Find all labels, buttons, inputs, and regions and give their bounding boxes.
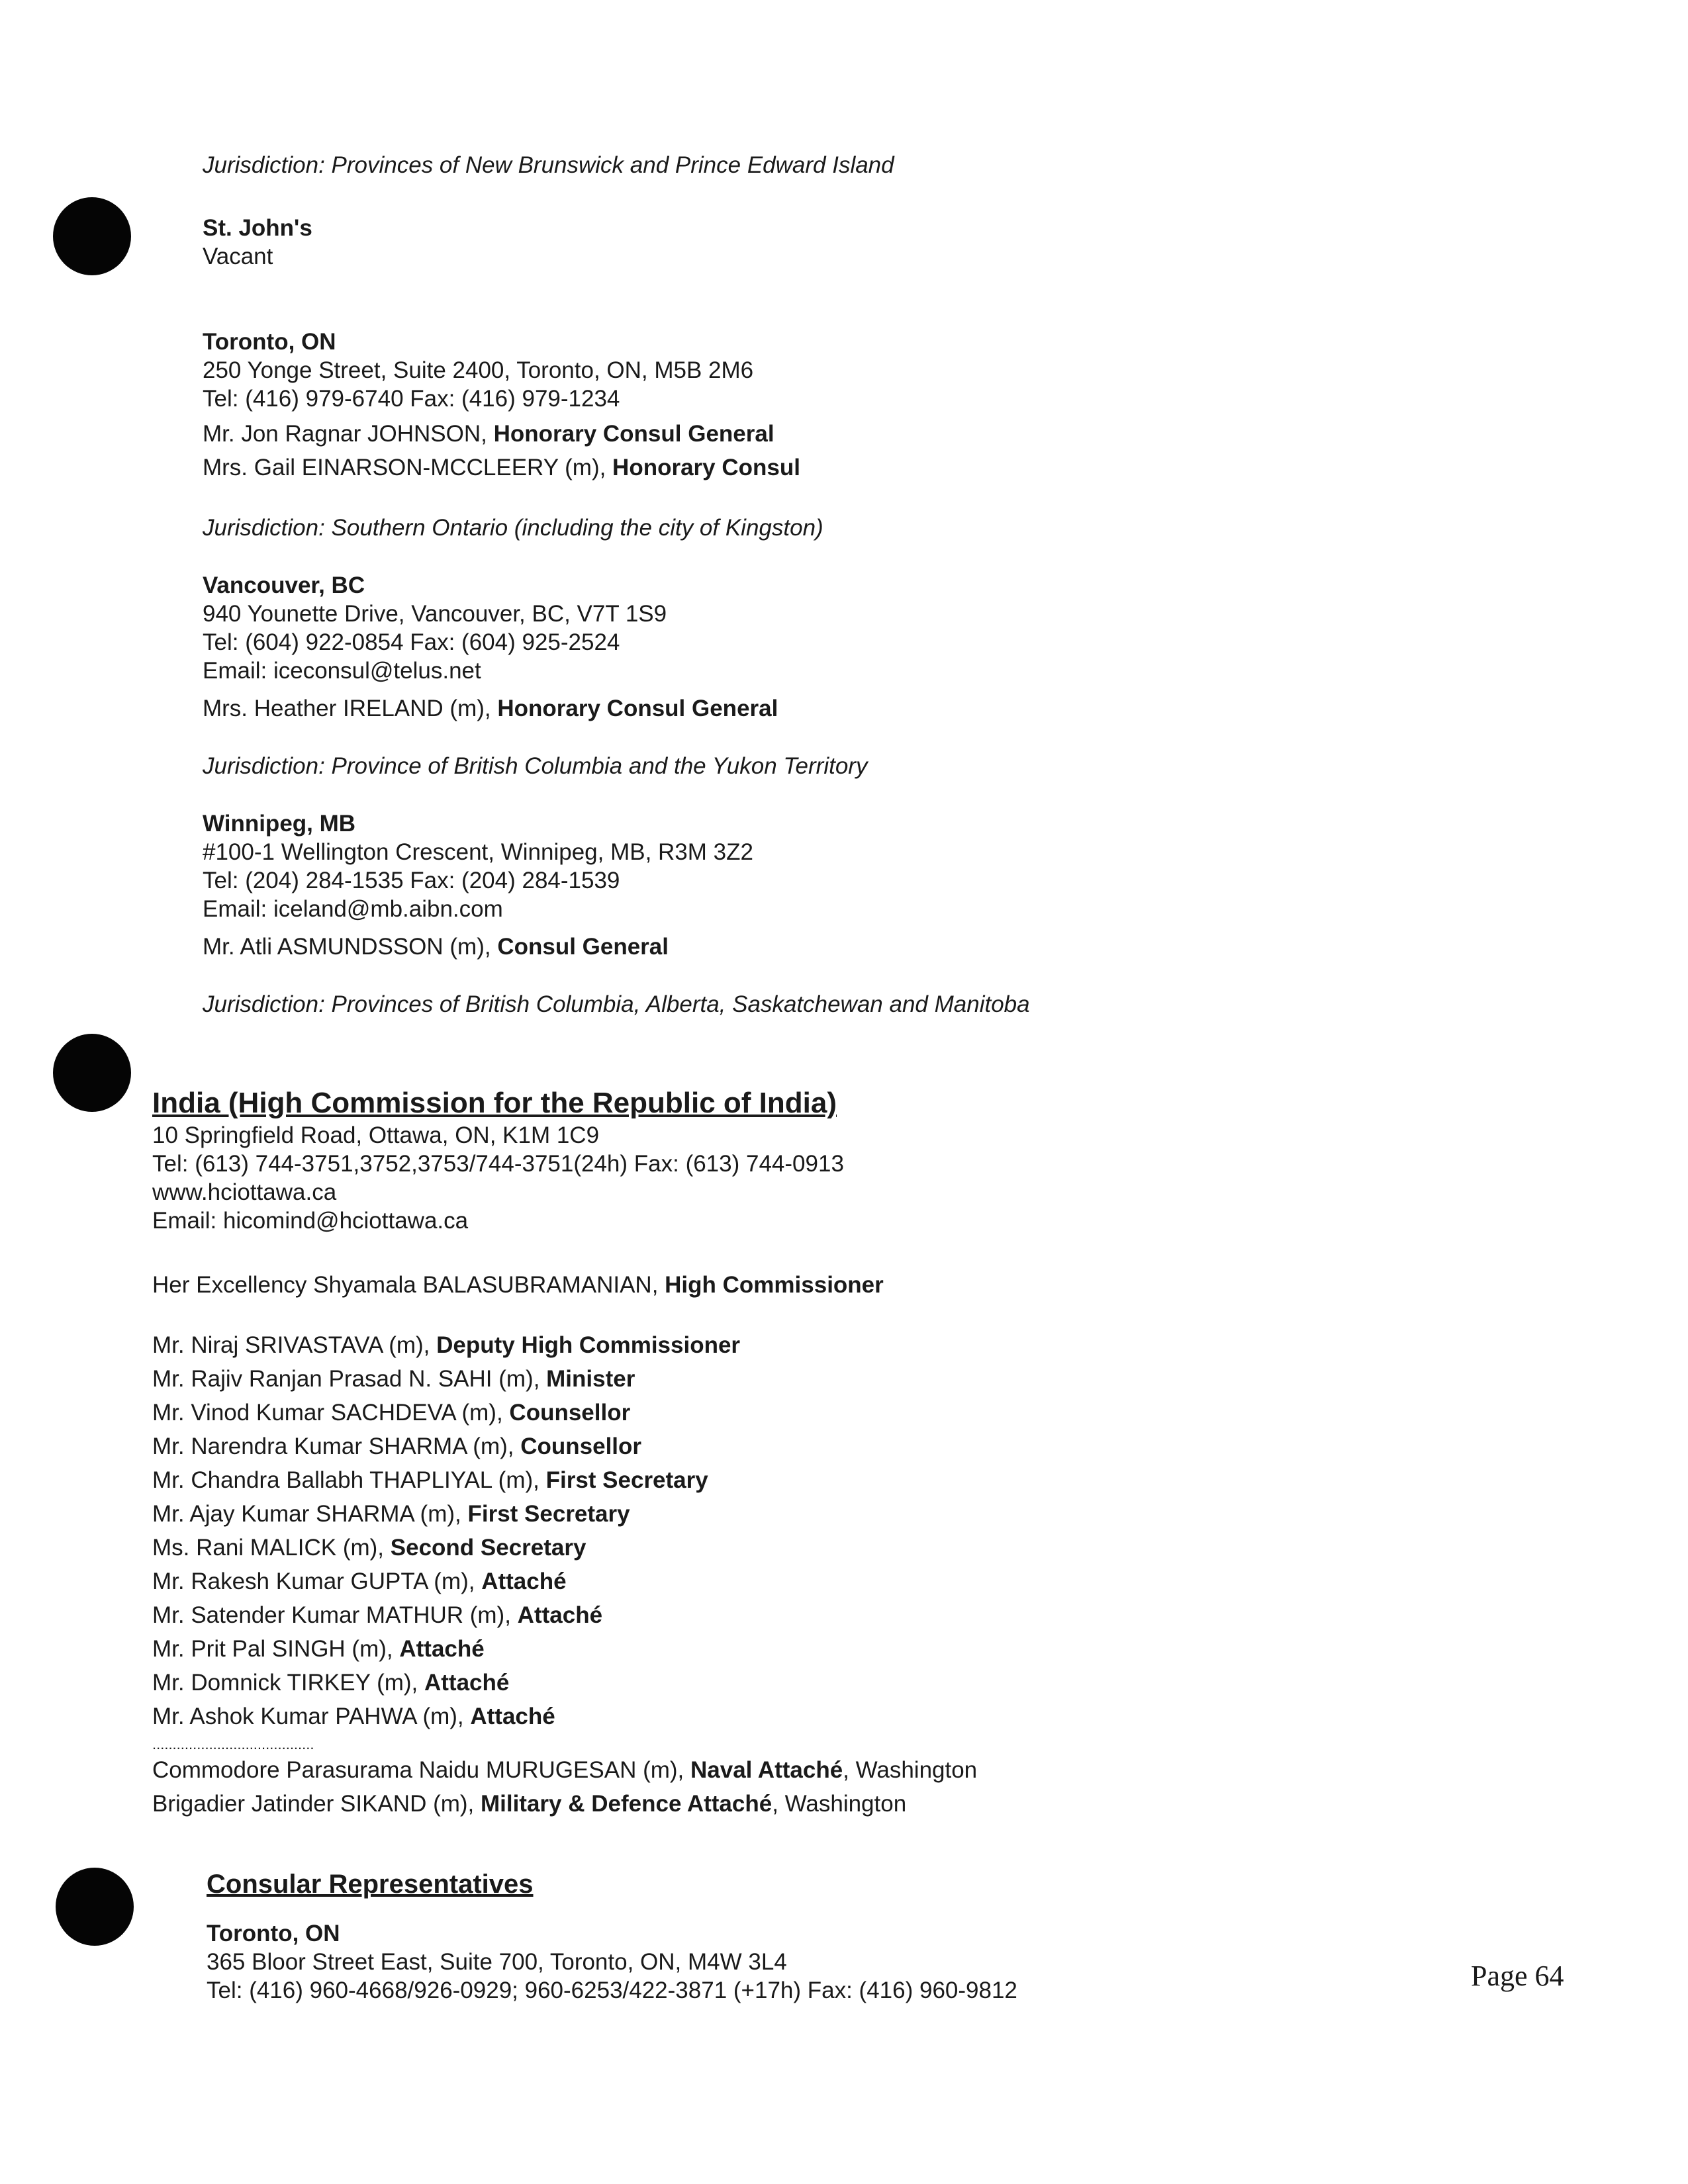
page-number: Page 64 xyxy=(1471,1960,1564,1992)
staff-entry: Mr. Jon Ragnar JOHNSON, Honorary Consul General xyxy=(203,421,774,447)
city-heading-toronto-india: Toronto, ON xyxy=(207,1921,340,1946)
city-heading-toronto: Toronto, ON xyxy=(203,329,336,355)
staff-entry: Mrs. Heather IRELAND (m), Honorary Consul General xyxy=(203,696,778,721)
staff-entry: Mr. Domnick TIRKEY (m), Attaché xyxy=(152,1670,510,1696)
jurisdiction-toronto: Jurisdiction: Southern Ontario (including the city of Kingston) xyxy=(203,515,823,541)
consular-address: 365 Bloor Street East, Suite 700, Toronto, ON, M4W 3L4 xyxy=(207,1949,787,1975)
india-website: www.hciottawa.ca xyxy=(152,1179,337,1205)
consular-representatives xyxy=(207,1868,1017,2005)
jurisdiction-vancouver: Jurisdiction: Province of British Columbia and the Yukon Territory xyxy=(203,753,868,779)
punch-hole-middle xyxy=(53,1034,131,1112)
india-staff-list xyxy=(152,1328,977,1733)
staff-entry: Mr. Satender Kumar MATHUR (m), Attaché xyxy=(152,1602,603,1628)
city-heading-st-johns: St. John's xyxy=(203,215,312,241)
city-heading-vancouver: Vancouver, BC xyxy=(203,572,365,598)
staff-entry: Mr. Vinod Kumar SACHDEVA (m), Counsellor xyxy=(152,1400,631,1426)
india-phone: Tel: (613) 744-3751,3752,3753/744-3751(24h) Fax: (613) 744-0913 xyxy=(152,1151,844,1177)
winnipeg-phone: Tel: (204) 284-1535 Fax: (204) 284-1539 xyxy=(203,868,620,893)
punch-hole-bottom xyxy=(56,1868,134,1946)
attache-entry: Brigadier Jatinder SIKAND (m), Military & Defence Attaché, Washington xyxy=(152,1791,907,1817)
staff-entry: Mr. Ashok Kumar PAHWA (m), Attaché xyxy=(152,1704,555,1729)
consular-heading: Consular Representatives xyxy=(207,1870,534,1899)
consular-phone: Tel: (416) 960-4668/926-0929; 960-6253/422-3871 (+17h) Fax: (416) 960-9812 xyxy=(207,1978,1017,2003)
staff-entry: Mr. Rajiv Ranjan Prasad N. SAHI (m), Minister xyxy=(152,1366,635,1392)
jurisdiction-nb: Jurisdiction: Provinces of New Brunswick and Prince Edward Island xyxy=(203,152,894,178)
staff-entry: Mr. Chandra Ballabh THAPLIYAL (m), First Secretary xyxy=(152,1467,708,1493)
vancouver-address: 940 Younette Drive, Vancouver, BC, V7T 1S9 xyxy=(203,601,667,627)
staff-entry: Ms. Rani MALICK (m), Second Secretary xyxy=(152,1535,586,1561)
punch-hole-top xyxy=(53,197,131,275)
attache-entry: Commodore Parasurama Naidu MURUGESAN (m), Naval Attaché, Washington xyxy=(152,1757,978,1783)
winnipeg-address: #100-1 Wellington Crescent, Winnipeg, MB, R3M 3Z2 xyxy=(203,839,753,865)
staff-entry: Mr. Ajay Kumar SHARMA (m), First Secretary xyxy=(152,1501,630,1527)
india-address: 10 Springfield Road, Ottawa, ON, K1M 1C9 xyxy=(152,1122,600,1148)
india-email: Email: hicomind@hciottawa.ca xyxy=(152,1208,469,1234)
staff-entry: Mr. Niraj SRIVASTAVA (m), Deputy High Commissioner xyxy=(152,1332,741,1358)
staff-entry: Mr. Rakesh Kumar GUPTA (m), Attaché xyxy=(152,1569,567,1594)
winnipeg-email: Email: iceland@mb.aibn.com xyxy=(203,896,503,922)
jurisdiction-winnipeg: Jurisdiction: Provinces of British Columbia, Alberta, Saskatchewan and Manitoba xyxy=(203,991,1030,1017)
toronto-address: 250 Yonge Street, Suite 2400, Toronto, ON, M5B 2M6 xyxy=(203,357,754,383)
staff-entry: Mr. Prit Pal SINGH (m), Attaché xyxy=(152,1636,485,1662)
staff-entry: Mrs. Gail EINARSON-MCCLEERY (m), Honorary Consul xyxy=(203,455,800,480)
india-section xyxy=(152,1085,977,1818)
head-of-mission: Her Excellency Shyamala BALASUBRAMANIAN, High Commissioner xyxy=(152,1272,884,1298)
vacant-status: Vacant xyxy=(203,244,273,269)
dotted-separator: ........................................ xyxy=(152,1736,314,1752)
staff-entry: Mr. Atli ASMUNDSSON (m), Consul General xyxy=(203,934,669,960)
staff-entry: Mr. Narendra Kumar SHARMA (m), Counsellor xyxy=(152,1433,642,1459)
city-heading-winnipeg: Winnipeg, MB xyxy=(203,811,356,837)
section-title-india: India (High Commission for the Republic of India) xyxy=(152,1087,837,1119)
vancouver-phone: Tel: (604) 922-0854 Fax: (604) 925-2524 xyxy=(203,629,620,655)
iceland-consulates-block xyxy=(203,151,1030,1019)
vancouver-email: Email: iceconsul@telus.net xyxy=(203,658,481,684)
toronto-phone: Tel: (416) 979-6740 Fax: (416) 979-1234 xyxy=(203,386,620,412)
